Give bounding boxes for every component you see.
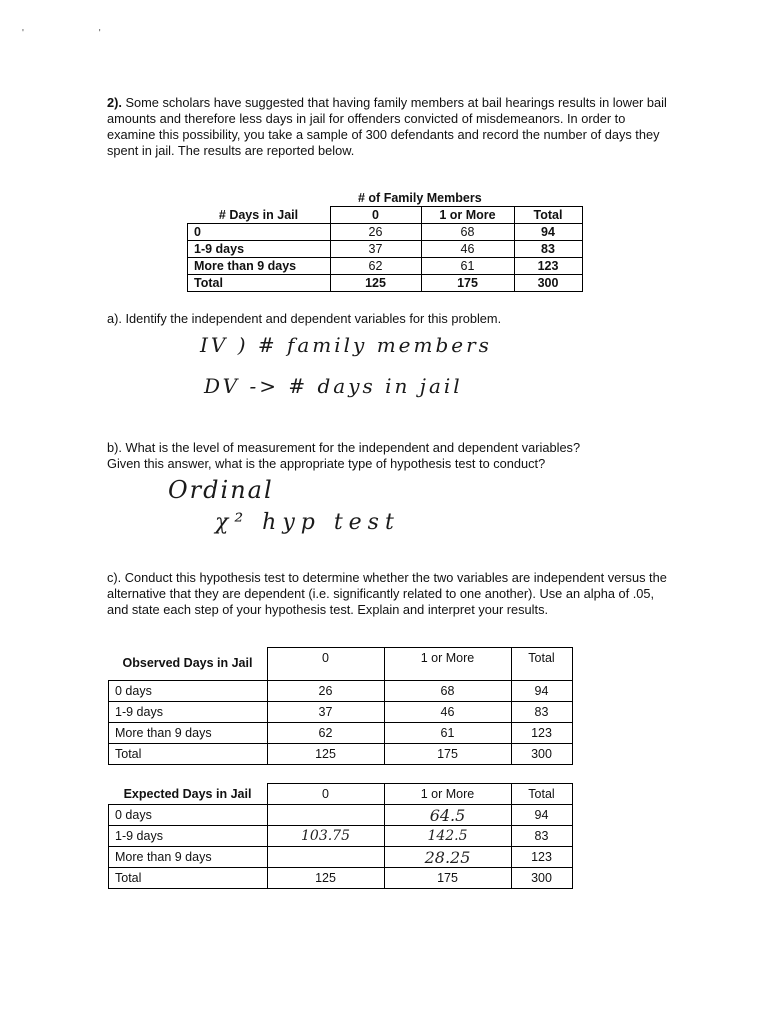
row-label: More than 9 days bbox=[109, 847, 268, 868]
table-cell: 103.75 bbox=[267, 826, 384, 847]
part-b-answer-test: χ² hyp test bbox=[215, 510, 400, 535]
part-b-question-line: b). What is the level of measurement for the independent and dependent variables? bbox=[107, 440, 581, 455]
table-row bbox=[109, 680, 573, 701]
table-row bbox=[188, 275, 583, 292]
row-label: 1-9 days bbox=[188, 241, 331, 258]
expected-table bbox=[108, 783, 573, 889]
observed-table bbox=[108, 647, 573, 765]
table-cell: 28.25 bbox=[384, 847, 511, 868]
column-header: # Days in Jail bbox=[218, 207, 299, 222]
table-cell: 142.5 bbox=[384, 826, 511, 847]
table-cell: 61 bbox=[384, 722, 511, 743]
column-header: 1 or More bbox=[384, 784, 511, 805]
table-cell: 83 bbox=[511, 701, 572, 722]
row-label: Total bbox=[109, 868, 268, 889]
table-cell: 94 bbox=[511, 805, 572, 826]
table-cell: 125 bbox=[330, 275, 421, 292]
part-a-answer-dv: DV -> # days in jail bbox=[204, 374, 463, 398]
summary-table bbox=[187, 206, 583, 292]
table-row bbox=[188, 224, 583, 241]
corner-marks: ' ' bbox=[22, 28, 137, 39]
table-cell: 46 bbox=[384, 701, 511, 722]
table-row bbox=[109, 701, 573, 722]
table-row bbox=[109, 743, 573, 764]
row-label: Total bbox=[109, 743, 268, 764]
row-label: 0 days bbox=[109, 680, 268, 701]
column-header: Total bbox=[511, 784, 572, 805]
row-label: 1-9 days bbox=[109, 826, 268, 847]
table-cell: 94 bbox=[514, 224, 582, 241]
table-cell: 37 bbox=[267, 701, 384, 722]
part-b-question bbox=[107, 440, 667, 472]
table-cell: 125 bbox=[267, 868, 384, 889]
part-c-question: c). Conduct this hypothesis test to determine whether the two variables are independent versus the alternative that they are dependent (i.e. significantly related to one another). Use an alpha of .05, and state each step of your hypothesis test. Explain and interpret your results. bbox=[107, 570, 667, 617]
column-header: 0 bbox=[267, 784, 384, 805]
question-number: 2). bbox=[107, 95, 122, 110]
table-row bbox=[109, 847, 573, 868]
table-cell: 62 bbox=[267, 722, 384, 743]
table-header-row bbox=[109, 648, 573, 681]
column-header: 1 or More bbox=[421, 207, 514, 224]
table-cell: 83 bbox=[514, 241, 582, 258]
row-label: More than 9 days bbox=[188, 258, 331, 275]
table-cell: 175 bbox=[384, 743, 511, 764]
table-cell: 64.5 bbox=[384, 805, 511, 826]
table-cell: 46 bbox=[421, 241, 514, 258]
summary-table-caption: # of Family Members bbox=[358, 191, 482, 205]
table-header-row bbox=[109, 784, 573, 805]
table-cell: 61 bbox=[421, 258, 514, 275]
table-cell: 175 bbox=[384, 868, 511, 889]
row-label: More than 9 days bbox=[109, 722, 268, 743]
table-row bbox=[109, 722, 573, 743]
table-cell: 68 bbox=[384, 680, 511, 701]
row-label: 0 days bbox=[109, 805, 268, 826]
table-row bbox=[109, 826, 573, 847]
part-b-question-line: Given this answer, what is the appropriate type of hypothesis test to conduct? bbox=[107, 456, 546, 471]
table-cell: 123 bbox=[514, 258, 582, 275]
table-row bbox=[188, 241, 583, 258]
table-cell: 37 bbox=[330, 241, 421, 258]
question-2-text: Some scholars have suggested that having family members at bail hearings results in lower bail amounts and therefore less days in jail for offenders convicted of misdemeanors. In order to examine this possibility, you take a sample of 300 defendants and record the number of days they spent in jail. The results are reported below. bbox=[107, 95, 667, 158]
table-row bbox=[109, 868, 573, 889]
table-cell: 62 bbox=[330, 258, 421, 275]
row-label: 1-9 days bbox=[109, 701, 268, 722]
part-a-question: a). Identify the independent and dependent variables for this problem. bbox=[107, 311, 502, 326]
table-cell bbox=[267, 847, 384, 868]
column-header: Observed Days in Jail bbox=[109, 648, 268, 681]
part-a-answer-iv: IV ) # family members bbox=[200, 333, 492, 357]
column-header: 0 bbox=[330, 207, 421, 224]
part-b-answer-level: Ordinal bbox=[168, 476, 274, 504]
column-header: 0 bbox=[267, 648, 384, 681]
table-cell: 123 bbox=[511, 847, 572, 868]
table-cell: 125 bbox=[267, 743, 384, 764]
table-cell: 300 bbox=[511, 743, 572, 764]
column-header: Expected Days in Jail bbox=[109, 784, 268, 805]
table-cell bbox=[267, 805, 384, 826]
column-header: Total bbox=[514, 207, 582, 224]
table-cell: 94 bbox=[511, 680, 572, 701]
row-label: 0 bbox=[188, 224, 331, 241]
row-label: Total bbox=[188, 275, 331, 292]
column-header: 1 or More bbox=[384, 648, 511, 681]
table-cell: 83 bbox=[511, 826, 572, 847]
table-row bbox=[109, 805, 573, 826]
table-cell: 123 bbox=[511, 722, 572, 743]
table-cell: 68 bbox=[421, 224, 514, 241]
table-cell: 175 bbox=[421, 275, 514, 292]
table-cell: 26 bbox=[330, 224, 421, 241]
table-cell: 300 bbox=[511, 868, 572, 889]
table-cell: 26 bbox=[267, 680, 384, 701]
table-cell: 300 bbox=[514, 275, 582, 292]
table-row bbox=[188, 258, 583, 275]
table-header-row bbox=[188, 207, 583, 224]
column-header: Total bbox=[511, 648, 572, 681]
question-2 bbox=[107, 95, 667, 159]
